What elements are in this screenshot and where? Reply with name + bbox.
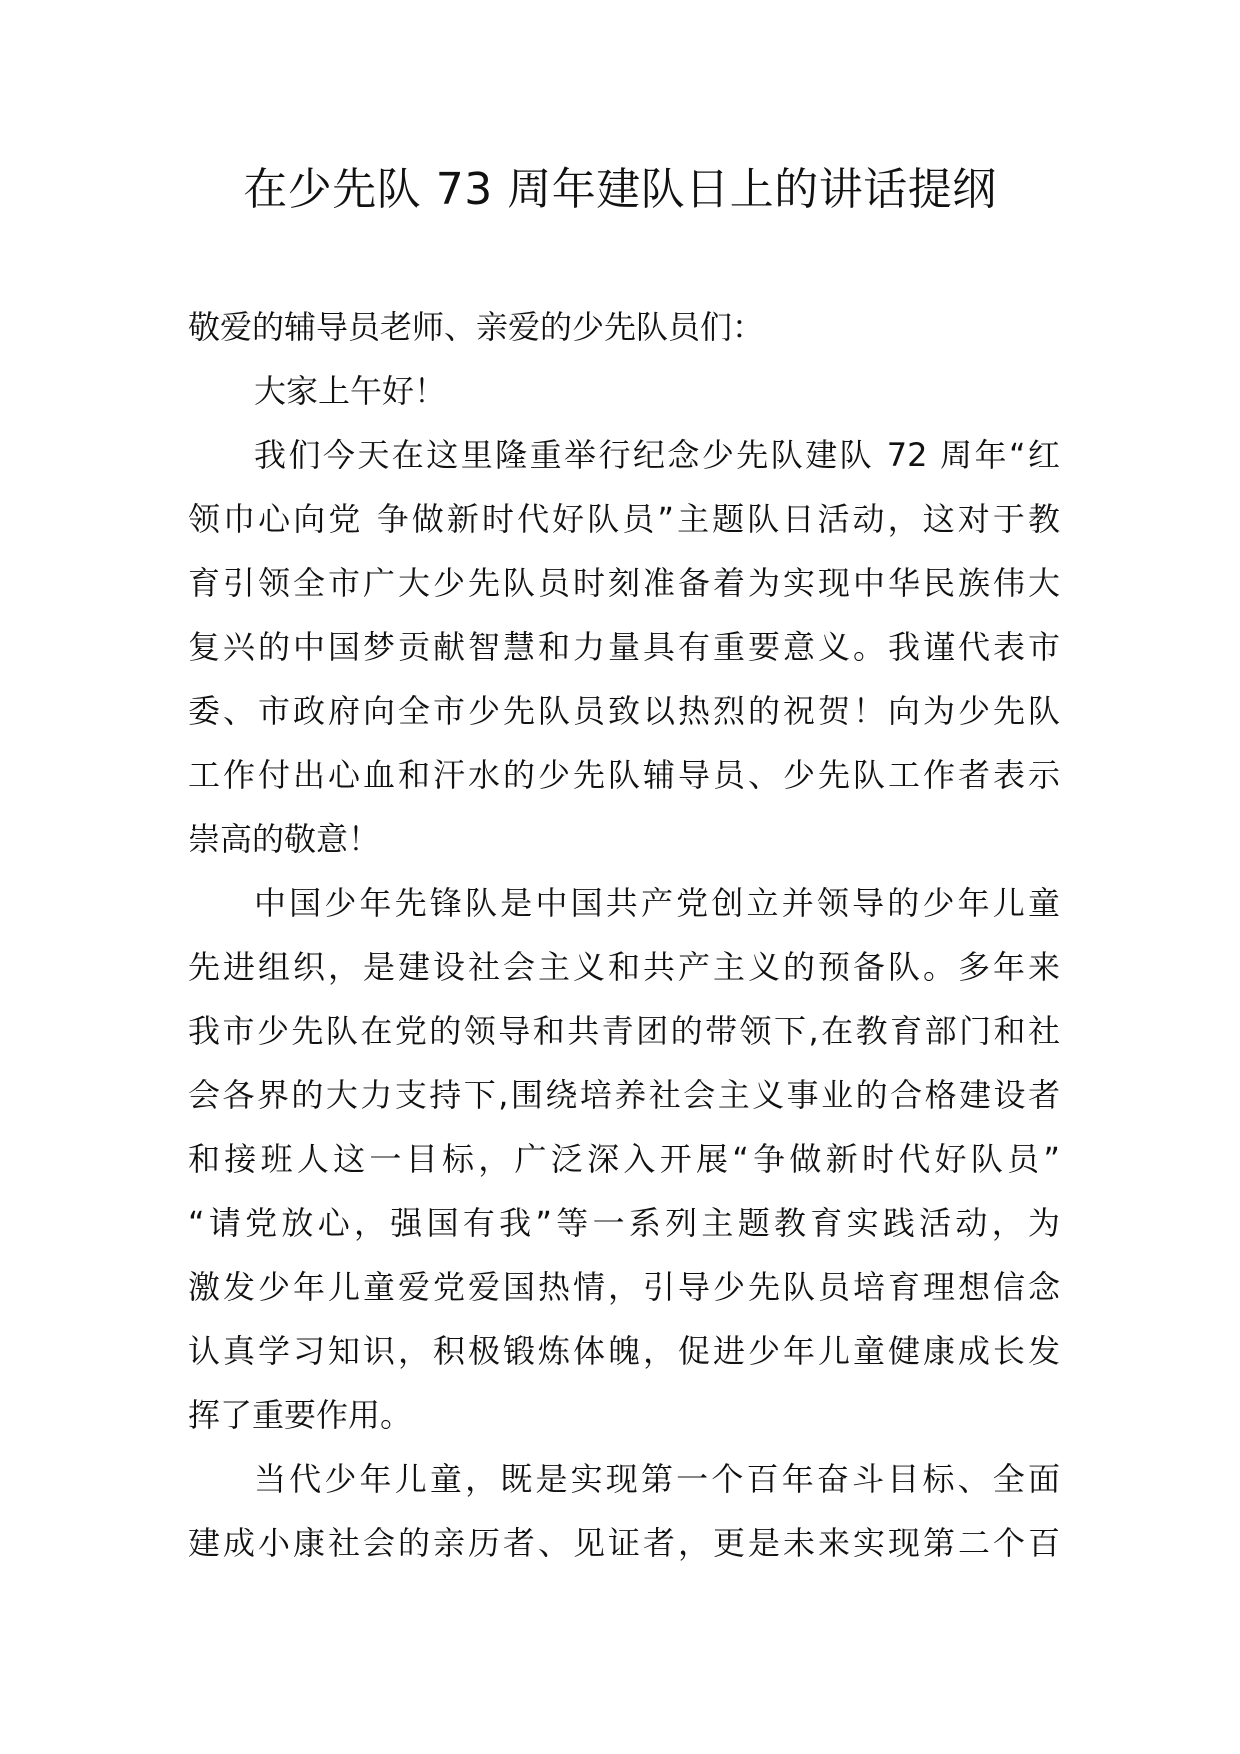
paragraph-line: 和接班人这一目标，广泛深入开展“争做新时代好队员” — [188, 1140, 1060, 1178]
paragraph-line: 崇高的敬意！ — [188, 820, 381, 858]
salutation: 敬爱的辅导员老师、亲爱的少先队员们： — [188, 308, 765, 346]
paragraph-line: 我市少先队在党的领导和共青团的带领下,在教育部门和社 — [188, 1012, 1060, 1050]
paragraph-3 — [188, 1447, 1060, 1575]
paragraph-line: 委、市政府向全市少先队员致以热烈的祝贺！向为少先队 — [188, 692, 1060, 730]
paragraph-line: 工作付出心血和汗水的少先队辅导员、少先队工作者表示 — [188, 756, 1060, 794]
paragraph-line: 复兴的中国梦贡献智慧和力量具有重要意义。我谨代表市 — [188, 628, 1060, 666]
paragraph-line: 中国少年先锋队是中国共产党创立并领导的少年儿童 — [254, 884, 1060, 922]
paragraph-line: 育引领全市广大少先队员时刻准备着为实现中华民族伟大 — [188, 564, 1060, 602]
paragraph-line: 领巾心向党 争做新时代好队员”主题队日活动，这对于教 — [188, 500, 1060, 538]
document-body — [188, 295, 1060, 1575]
paragraph-line: 当代少年儿童，既是实现第一个百年奋斗目标、全面 — [254, 1460, 1060, 1498]
paragraph-line: 建成小康社会的亲历者、见证者，更是未来实现第二个百 — [188, 1524, 1060, 1562]
paragraph-2 — [188, 871, 1060, 1447]
paragraph-line: 先进组织，是建设社会主义和共产主义的预备队。多年来 — [188, 948, 1060, 986]
paragraph-line: 认真学习知识，积极锻炼体魄，促进少年儿童健康成长发 — [188, 1332, 1060, 1370]
paragraph-line: 激发少年儿童爱党爱国热情，引导少先队员培育理想信念 — [188, 1268, 1060, 1306]
paragraph-line: 我们今天在这里隆重举行纪念少先队建队 72 周年“红 — [254, 436, 1060, 474]
paragraph-line: “请党放心，强国有我”等一系列主题教育实践活动，为 — [188, 1204, 1060, 1242]
greeting: 大家上午好！ — [254, 372, 447, 410]
document-title: 在少先队 73 周年建队日上的讲话提纲 — [243, 164, 997, 215]
paragraph-line: 挥了重要作用。 — [188, 1396, 413, 1434]
paragraph-line: 会各界的大力支持下,围绕培养社会主义事业的合格建设者 — [188, 1076, 1060, 1114]
paragraph-1 — [188, 423, 1060, 871]
